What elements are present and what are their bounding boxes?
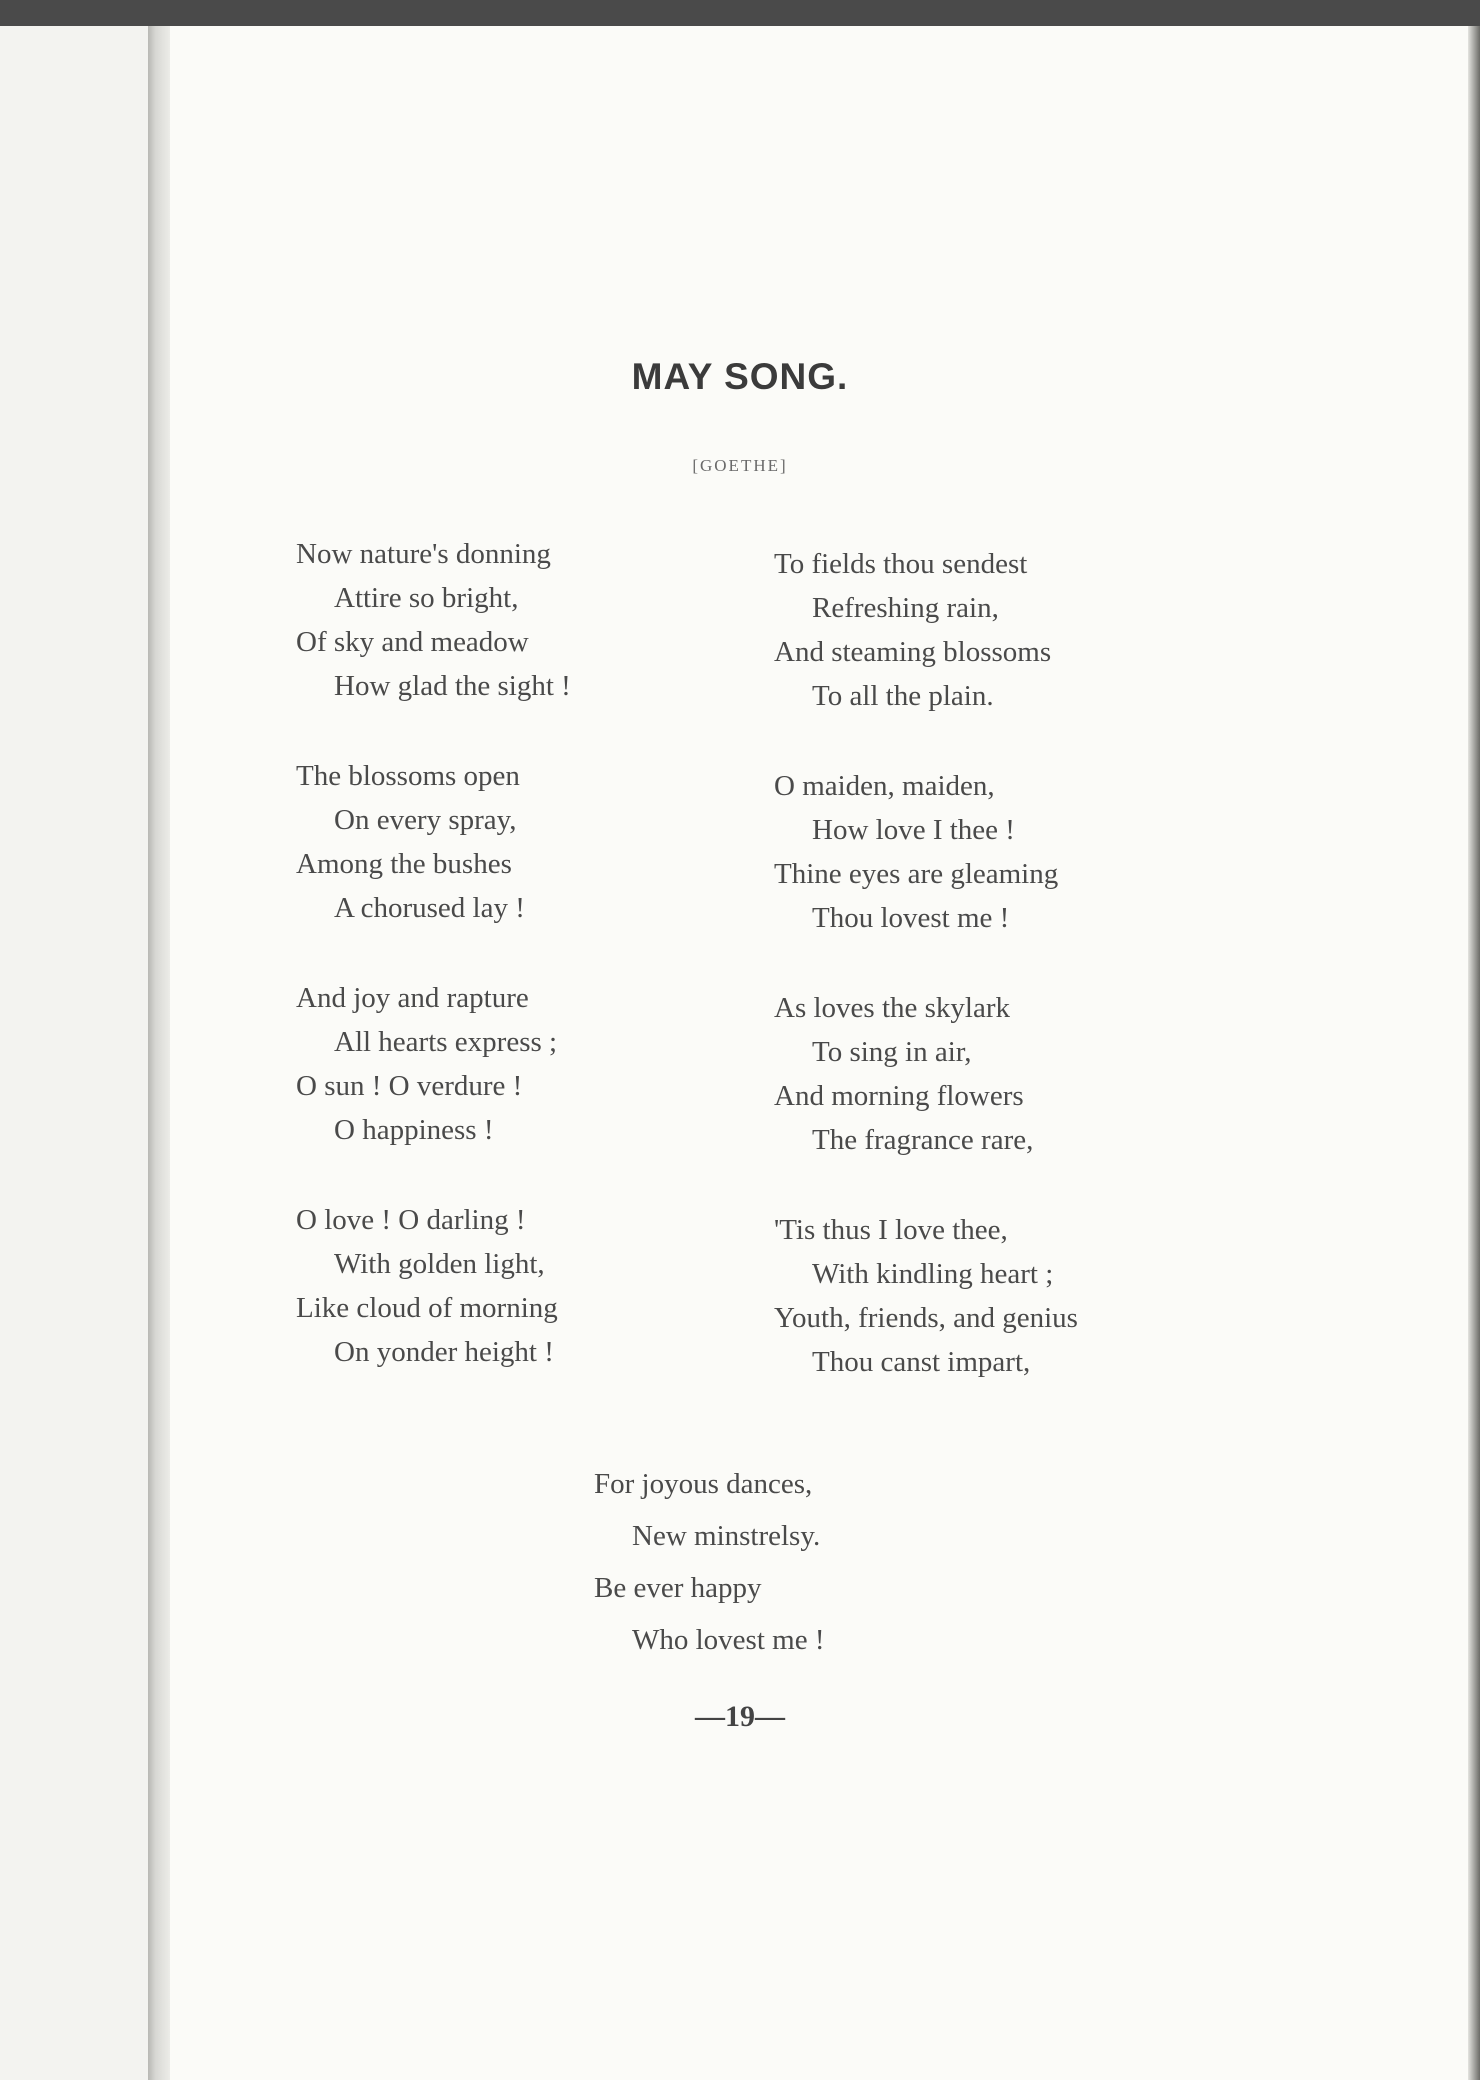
poem-line: Now nature's donning bbox=[296, 538, 551, 570]
stanza bbox=[774, 1208, 1194, 1430]
poem-line: O love ! O darling ! bbox=[296, 1204, 526, 1236]
poem-line: To sing in air, bbox=[812, 1036, 972, 1068]
poem-line: Attire so bright, bbox=[334, 582, 519, 614]
poem-line: Be ever happy bbox=[594, 1572, 762, 1604]
poem-line: All hearts express ; bbox=[334, 1026, 558, 1058]
poem-line: Who lovest me ! bbox=[632, 1624, 825, 1656]
poem-line: With golden light, bbox=[334, 1248, 545, 1280]
poem-line: And steaming blossoms bbox=[774, 636, 1052, 668]
poem-line: The blossoms open bbox=[296, 760, 520, 792]
poem-line: As loves the skylark bbox=[774, 992, 1010, 1024]
poem-line: A chorused lay ! bbox=[334, 892, 525, 924]
poem-line: Among the bushes bbox=[296, 848, 512, 880]
poem-line: How glad the sight ! bbox=[334, 670, 571, 702]
poem-line: Thou lovest me ! bbox=[812, 902, 1010, 934]
poem-line: To all the plain. bbox=[812, 680, 994, 712]
poem-author: [GOETHE] bbox=[692, 456, 788, 475]
final-stanza bbox=[594, 1458, 1014, 1666]
poem-line: O sun ! O verdure ! bbox=[296, 1070, 523, 1102]
poem-line: Thine eyes are gleaming bbox=[774, 858, 1059, 890]
top-scan-border bbox=[0, 0, 1480, 26]
poem-line: How love I thee ! bbox=[812, 814, 1015, 846]
stanza bbox=[296, 1198, 716, 1420]
stanza bbox=[774, 986, 1194, 1208]
stanza bbox=[296, 976, 716, 1198]
poem-line: O maiden, maiden, bbox=[774, 770, 995, 802]
stanza bbox=[296, 754, 716, 976]
book-spine-shadow bbox=[148, 26, 170, 2080]
right-page-edge bbox=[1468, 26, 1480, 2080]
left-column bbox=[296, 532, 716, 1420]
poem-line: Youth, friends, and genius bbox=[774, 1302, 1078, 1334]
poem-line: 'Tis thus I love thee, bbox=[774, 1214, 1008, 1246]
poem-line: On every spray, bbox=[334, 804, 517, 836]
poem-line: The fragrance rare, bbox=[812, 1124, 1034, 1156]
page-number: —19— bbox=[695, 1700, 785, 1733]
poem-line: Thou canst impart, bbox=[812, 1346, 1031, 1378]
poem-line: And morning flowers bbox=[774, 1080, 1024, 1112]
stanza bbox=[774, 764, 1194, 986]
poem-line: To fields thou sendest bbox=[774, 548, 1028, 580]
poem-line: Like cloud of morning bbox=[296, 1292, 558, 1324]
poem-title: MAY SONG. bbox=[631, 356, 849, 397]
poem-line: With kindling heart ; bbox=[812, 1258, 1054, 1290]
left-facing-page bbox=[0, 26, 148, 2080]
poem-line: And joy and rapture bbox=[296, 982, 529, 1014]
stanza bbox=[296, 532, 716, 754]
poem-line: New minstrelsy. bbox=[632, 1520, 821, 1552]
poem-line: For joyous dances, bbox=[594, 1468, 813, 1500]
stanza bbox=[774, 542, 1194, 764]
right-column bbox=[774, 542, 1194, 1430]
poem-line: On yonder height ! bbox=[334, 1336, 554, 1368]
poem-line: O happiness ! bbox=[334, 1114, 494, 1146]
poem-line: Of sky and meadow bbox=[296, 626, 529, 658]
poem-line: Refreshing rain, bbox=[812, 592, 999, 624]
